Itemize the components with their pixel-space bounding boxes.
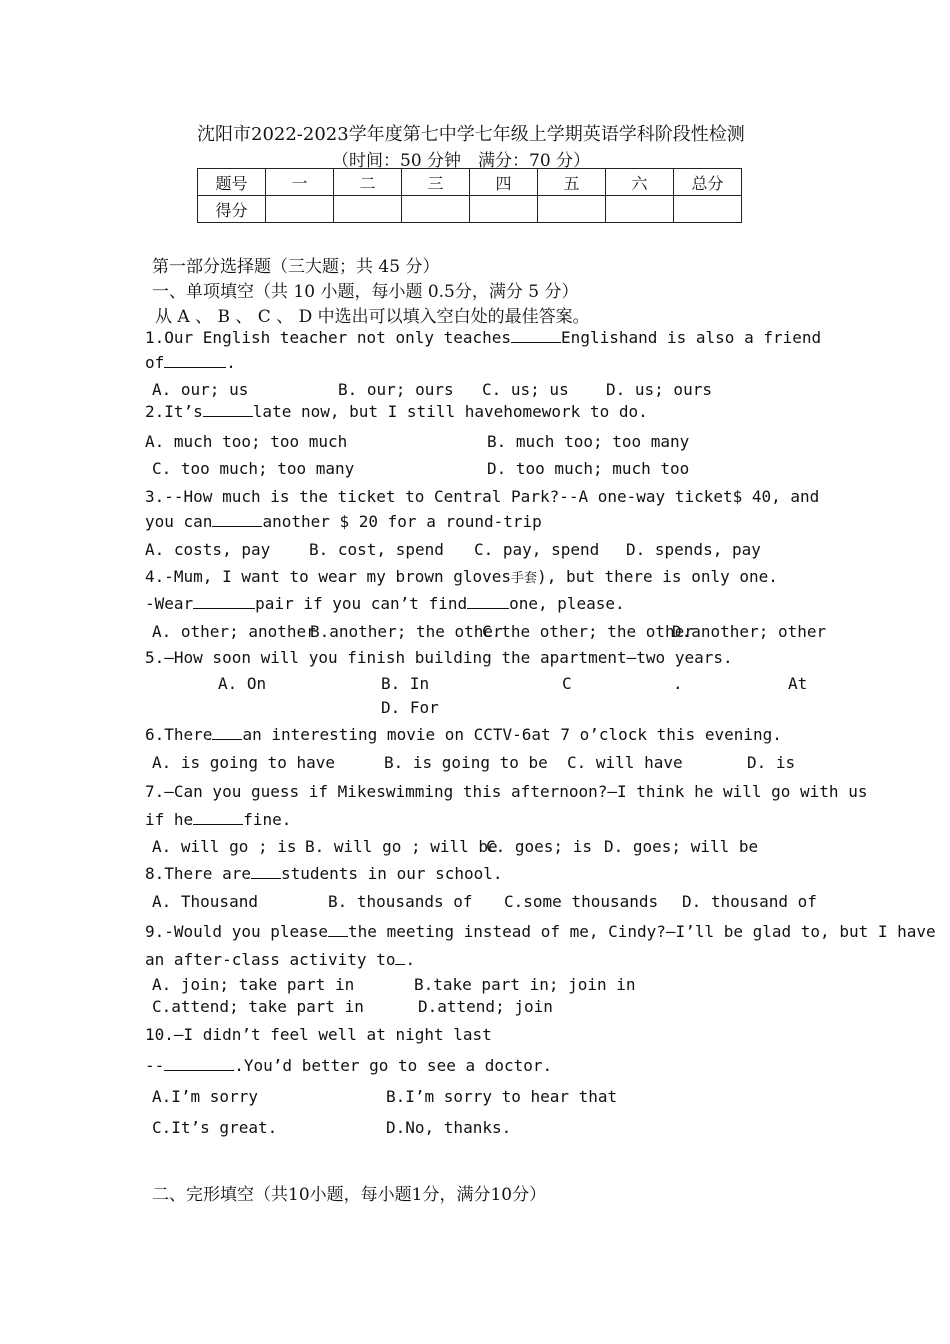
part1-heading: 第一部分选择题（三大题；共 45 分）: [152, 257, 440, 277]
question-7: [145, 782, 867, 801]
question-text: if he: [145, 810, 194, 829]
table-cell: 得分: [198, 196, 266, 223]
question-text: late now, but I still have: [252, 402, 504, 421]
section1-title: 一、单项填空（共 10 小题，每小题 0.5分，满分 5 分）: [152, 282, 579, 302]
option-b[interactable]: B.I’m sorry to hear that: [386, 1087, 618, 1106]
question-text: 1.Our English teacher not only teaches: [145, 328, 512, 347]
option-d[interactable]: D.another; other: [672, 622, 827, 641]
option-b[interactable]: B. our; ours: [338, 380, 454, 399]
table-cell: 六: [606, 169, 674, 196]
option-d[interactable]: D. us; ours: [606, 380, 712, 399]
table-cell: 总分: [674, 169, 742, 196]
question-text: .You’d better go to see a doctor.: [234, 1056, 553, 1075]
option-b[interactable]: B. is going to be: [384, 753, 548, 772]
answer-blank[interactable]: [467, 594, 509, 609]
table-cell: 二: [334, 169, 402, 196]
question-2: [145, 402, 648, 421]
option-c[interactable]: C.attend; take part in: [152, 997, 364, 1016]
question-3-cont: [145, 512, 542, 531]
question-text: swimming this afternoon?: [376, 782, 608, 801]
option-a[interactable]: A. our; us: [152, 380, 249, 399]
question-text: 10.—I didn’t feel well at night last: [145, 1025, 492, 1044]
question-text: 3.--How much is the ticket to Central Park?--A one-way ticket: [145, 487, 733, 506]
question-1: [145, 328, 821, 347]
option-a[interactable]: A. On: [218, 674, 267, 693]
question-1-cont: [145, 353, 236, 372]
answer-blank[interactable]: [164, 1056, 234, 1071]
option-d[interactable]: D. thousand of: [682, 892, 817, 911]
question-text: -Wear: [145, 594, 194, 613]
option-a[interactable]: A. will go ; is: [152, 837, 297, 856]
score-entry-cell[interactable]: [266, 196, 334, 223]
question-text: one, please.: [509, 594, 625, 613]
question-4-cont: [145, 594, 625, 613]
option-b[interactable]: B. thousands of: [328, 892, 473, 911]
question-8: [145, 864, 503, 883]
question-text: of: [145, 353, 165, 372]
table-cell: 四: [470, 169, 538, 196]
option-c[interactable]: C.It’s great.: [152, 1118, 278, 1137]
question-text: at 7 o’clock this evening.: [531, 725, 782, 744]
option-c[interactable]: C. too much; too many: [152, 459, 355, 478]
question-4: [145, 567, 778, 586]
score-entry-cell[interactable]: [470, 196, 538, 223]
table-cell: 题号: [198, 169, 266, 196]
answer-blank[interactable]: [212, 725, 242, 740]
option-c[interactable]: C.the other; the other: [482, 622, 694, 641]
answer-blank[interactable]: [193, 810, 243, 825]
question-6: [145, 725, 782, 744]
score-entry-cell[interactable]: [606, 196, 674, 223]
option-d[interactable]: D. goes; will be: [604, 837, 759, 856]
question-text: .: [226, 353, 236, 372]
question-7-cont: [145, 810, 291, 829]
answer-blank[interactable]: [395, 950, 405, 965]
answer-blank[interactable]: [511, 328, 561, 343]
question-text: an after-class activity to: [145, 950, 396, 969]
option-b[interactable]: B. cost, spend: [309, 540, 444, 559]
question-text: fine.: [243, 810, 292, 829]
question-text: 9.-Would you please: [145, 922, 329, 941]
question-text: 6.There: [145, 725, 213, 744]
answer-blank[interactable]: [212, 512, 262, 527]
question-9: [145, 922, 936, 941]
score-entry-cell[interactable]: [334, 196, 402, 223]
option-a[interactable]: A. much too; too much: [145, 432, 348, 451]
question-text: 8.There are: [145, 864, 251, 883]
option-d[interactable]: D. too much; much too: [487, 459, 690, 478]
question-text: 2.It’s: [145, 402, 203, 421]
option-d[interactable]: D. For: [381, 698, 439, 717]
option-b[interactable]: B.take part in; join in: [414, 975, 636, 994]
option-c[interactable]: C. will have: [567, 753, 683, 772]
question-text: ), but there is only one.: [537, 567, 778, 586]
exam-subtitle: （时间：50 分钟 满分：70 分）: [332, 151, 591, 171]
question-text: homework to do.: [503, 402, 648, 421]
section1-instruction: 从 A 、 B 、 C 、 D 中选出可以填入空白处的最佳答案。: [155, 307, 590, 327]
question-text: --: [145, 1056, 165, 1075]
question-9-cont: [145, 950, 415, 969]
option-b[interactable]: B. In: [381, 674, 430, 693]
question-text: Englishand is also a friend: [561, 328, 822, 347]
question-3: [145, 487, 819, 506]
question-5: [145, 648, 733, 667]
question-text: an interesting movie on CCTV-6: [242, 725, 532, 744]
option-a[interactable]: A. Thousand: [152, 892, 258, 911]
option-a[interactable]: A. costs, pay: [145, 540, 271, 559]
question-text: you can: [145, 512, 213, 531]
score-entry-cell[interactable]: [674, 196, 742, 223]
answer-blank[interactable]: [251, 864, 281, 879]
option-c[interactable]: C. pay, spend: [474, 540, 600, 559]
option-d[interactable]: D. is: [747, 753, 796, 772]
question-text: .: [405, 950, 416, 969]
score-table-score-row: [198, 196, 742, 223]
option-b[interactable]: B.another; the other: [310, 622, 503, 641]
score-entry-cell[interactable]: [402, 196, 470, 223]
question-text: $ 40, and: [732, 487, 820, 506]
option-c[interactable]: C. goes; is: [486, 837, 592, 856]
answer-blank[interactable]: [164, 353, 226, 368]
answer-blank[interactable]: [328, 922, 348, 937]
score-table: [197, 168, 742, 223]
question-text: —: [626, 648, 637, 667]
table-cell: 三: [402, 169, 470, 196]
question-text: students in our school.: [280, 864, 503, 883]
question-text: 4.-Mum, I want to wear my brown gloves: [145, 567, 512, 586]
question-10: [145, 1025, 492, 1044]
gloss-text: 手套: [511, 571, 538, 586]
option-c-sep: .: [673, 674, 683, 693]
option-c[interactable]: C: [562, 674, 572, 693]
table-cell: 五: [538, 169, 606, 196]
question-text: —I’ll be glad to, but I have: [665, 922, 936, 941]
exam-title: 沈阳市2022-2023学年度第七中学七年级上学期英语学科阶段性检测: [197, 124, 745, 145]
option-a[interactable]: A. is going to have: [152, 753, 336, 772]
question-text: —I think he will go with us: [607, 782, 868, 801]
question-text: two years.: [636, 648, 733, 667]
option-d[interactable]: D. spends, pay: [626, 540, 761, 559]
answer-blank[interactable]: [193, 594, 255, 609]
question-text: 7.—Can you guess if Mike: [145, 782, 377, 801]
question-text: pair if you can’t find: [255, 594, 468, 613]
option-d[interactable]: D.No, thanks.: [386, 1118, 512, 1137]
question-10-cont: [145, 1056, 552, 1075]
score-table-header-row: [198, 169, 742, 196]
answer-blank[interactable]: [203, 402, 253, 417]
score-entry-cell[interactable]: [538, 196, 606, 223]
option-d[interactable]: D.attend; join: [418, 997, 553, 1016]
option-c-text[interactable]: At: [788, 674, 808, 693]
option-c[interactable]: C.some thousands: [504, 892, 659, 911]
option-a[interactable]: A. other; another: [152, 622, 316, 641]
option-a[interactable]: A. join; take part in: [152, 975, 355, 994]
option-c[interactable]: C. us; us: [482, 380, 569, 399]
option-b[interactable]: B. will go ; will be: [305, 837, 498, 856]
option-a[interactable]: A.I’m sorry: [152, 1087, 258, 1106]
question-text: another $ 20 for a round-trip: [262, 512, 542, 531]
section2-title: 二、完形填空（共10小题，每小题1分，满分10分）: [152, 1185, 547, 1205]
question-text: the meeting instead of me, Cindy?: [348, 922, 666, 941]
table-cell: 一: [266, 169, 334, 196]
option-b[interactable]: B. much too; too many: [487, 432, 690, 451]
question-text: 5.—How soon will you finish building the apartment: [145, 648, 627, 667]
